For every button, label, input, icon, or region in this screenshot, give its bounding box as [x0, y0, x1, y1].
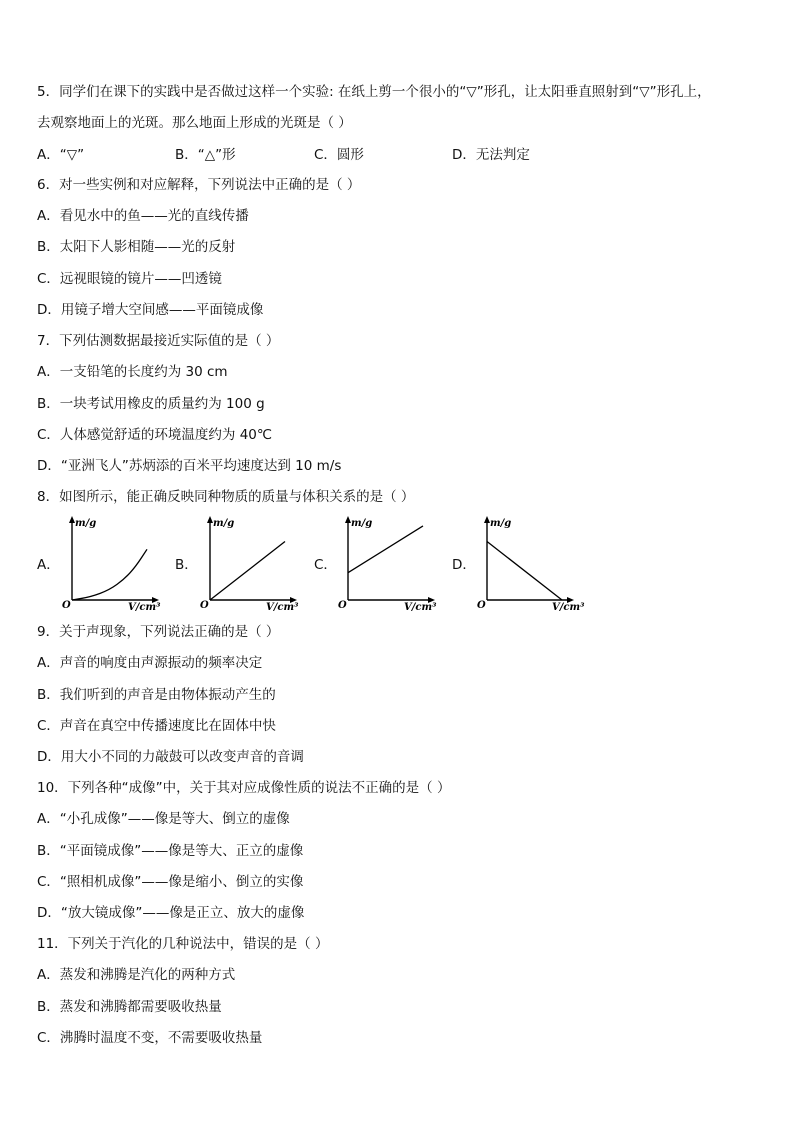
- q8-graph-b-svg: [198, 515, 308, 615]
- q8-graph-c-svg: [336, 515, 446, 615]
- q5-option-b: B．“△”形: [175, 147, 236, 163]
- mass-volume-line: [210, 542, 285, 601]
- q8-graph-d-svg: [475, 515, 590, 615]
- mass-volume-line: [348, 526, 423, 573]
- q10-option-d: D．“放大镜成像”——像是正立、放大的虚像: [37, 905, 305, 921]
- q10-stem: 10．下列各种“成像”中，关于其对应成像性质的说法不正确的是（ ）: [37, 780, 451, 796]
- q8-graph-b-letter: B．: [175, 557, 198, 573]
- q7-option-d: D．“亚洲飞人”苏炳添的百米平均速度达到 10 m/s: [37, 458, 342, 474]
- y-axis-label: m/g: [490, 518, 512, 529]
- y-axis-label: m/g: [75, 518, 97, 529]
- q9-option-b: B．我们听到的声音是由物体振动产生的: [37, 687, 276, 703]
- q6-option-d: D．用镜子增大空间感——平面镜成像: [37, 302, 264, 318]
- q7-option-a: A．一支铅笔的长度约为 30 cm: [37, 364, 228, 380]
- x-axis-label: V/cm³: [128, 602, 161, 613]
- q8-graph-c-letter: C．: [314, 557, 337, 573]
- q8-stem: 8．如图所示，能正确反映同种物质的质量与体积关系的是（ ）: [37, 489, 415, 505]
- q10-option-b: B．“平面镜成像”——像是等大、正立的虚像: [37, 843, 304, 859]
- q9-option-d: D．用大小不同的力敲鼓可以改变声音的音调: [37, 749, 304, 765]
- q7-option-b: B．一块考试用橡皮的质量约为 100 g: [37, 396, 265, 412]
- q11-option-a: A．蒸发和沸腾是汽化的两种方式: [37, 967, 236, 983]
- x-axis-label: V/cm³: [266, 602, 299, 613]
- mass-volume-line: [487, 542, 562, 601]
- y-axis-label: m/g: [351, 518, 373, 529]
- q5-stem-line2: 去观察地面上的光斑。那么地面上形成的光斑是（ ）: [37, 115, 352, 131]
- q11-stem: 11．下列关于汽化的几种说法中，错误的是（ ）: [37, 936, 329, 952]
- q5-option-c: C．圆形: [314, 147, 364, 163]
- q8-graph-b: [198, 515, 308, 615]
- q7-option-c: C．人体感觉舒适的环境温度约为 40℃: [37, 427, 273, 443]
- q5-option-a: A．“▽”: [37, 147, 85, 163]
- mass-volume-line: [72, 549, 147, 600]
- x-axis-label: V/cm³: [404, 602, 437, 613]
- q6-option-b: B．太阳下人影相随——光的反射: [37, 239, 236, 255]
- q6-option-c: C．远视眼镜的镜片——凹透镜: [37, 271, 222, 287]
- q6-option-a: A．看见水中的鱼——光的直线传播: [37, 208, 249, 224]
- q9-stem: 9．关于声现象，下列说法正确的是（ ）: [37, 624, 280, 640]
- y-axis-label: m/g: [213, 518, 235, 529]
- q5-stem-line1: 5．同学们在课下的实践中是否做过这样一个实验: 在纸上剪一个很小的“▽”形孔，让太阳垂直照射到“▽”形孔上，: [37, 84, 711, 100]
- q8-graph-d: [475, 515, 590, 615]
- x-axis-label: V/cm³: [552, 602, 585, 613]
- q8-graph-a-letter: A．: [37, 557, 60, 573]
- q8-graph-a-svg: [60, 515, 170, 615]
- q11-option-b: B．蒸发和沸腾都需要吸收热量: [37, 999, 222, 1015]
- q11-option-c: C．沸腾时温度不变，不需要吸收热量: [37, 1030, 263, 1046]
- q8-graph-c: [336, 515, 446, 615]
- q10-option-a: A．“小孔成像”——像是等大、倒立的虚像: [37, 811, 290, 827]
- origin-label: O: [62, 600, 71, 611]
- q5-option-d: D．无法判定: [452, 147, 530, 163]
- q7-stem: 7．下列估测数据最接近实际值的是（ ）: [37, 333, 280, 349]
- origin-label: O: [338, 600, 347, 611]
- origin-label: O: [200, 600, 209, 611]
- origin-label: O: [477, 600, 486, 611]
- q10-option-c: C．“照相机成像”——像是缩小、倒立的实像: [37, 874, 304, 890]
- q8-graph-a: [60, 515, 170, 615]
- q8-graph-d-letter: D．: [452, 557, 476, 573]
- q9-option-a: A．声音的响度由声源振动的频率决定: [37, 655, 263, 671]
- q6-stem: 6．对一些实例和对应解释，下列说法中正确的是（ ）: [37, 177, 361, 193]
- q9-option-c: C．声音在真空中传播速度比在固体中快: [37, 718, 276, 734]
